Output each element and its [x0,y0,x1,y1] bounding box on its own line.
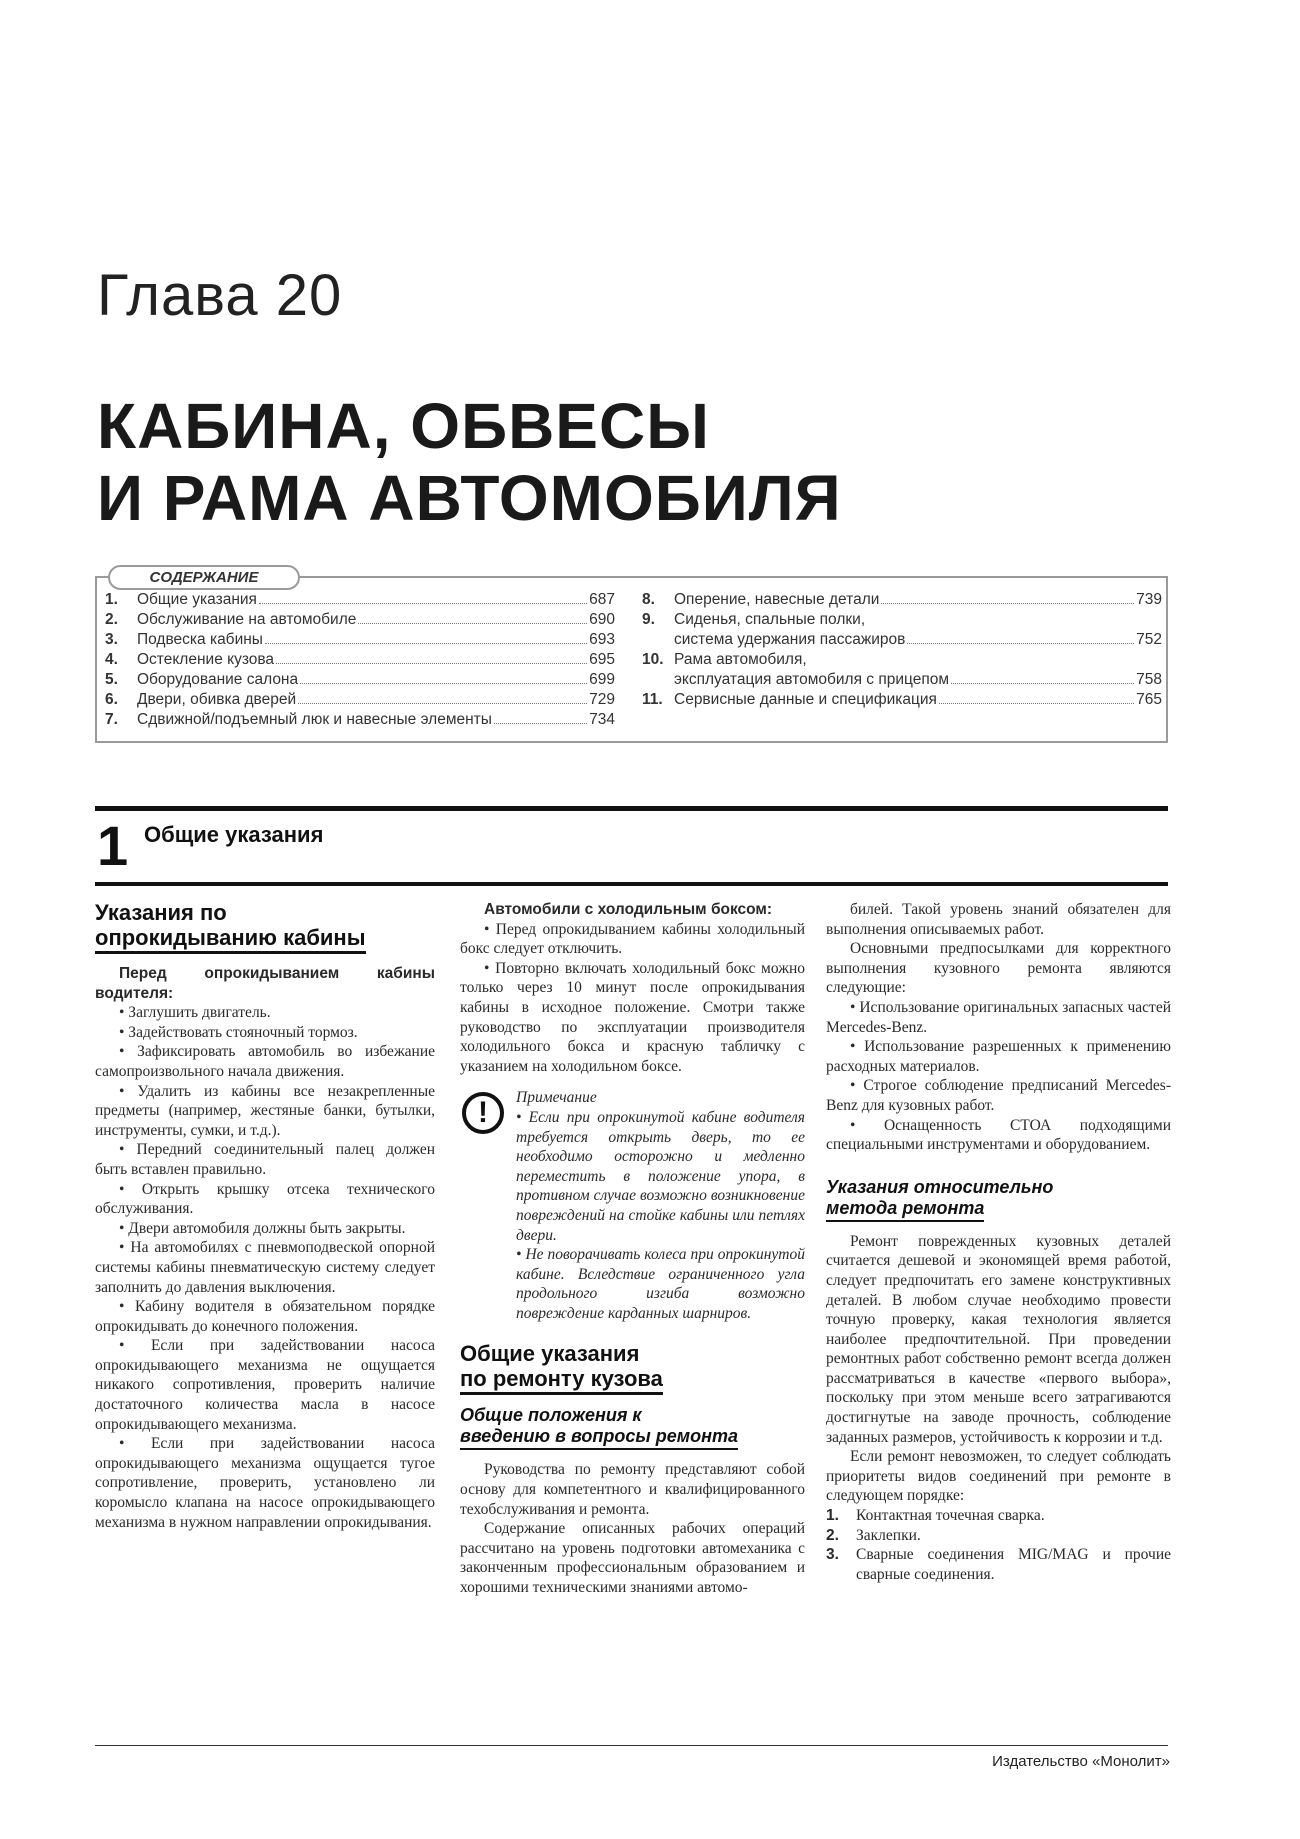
toc-item [642,650,1162,690]
toc-item [105,710,615,730]
toc-item-title: Общие указания [137,591,257,608]
list-item-number: 1. [826,1507,839,1525]
toc-right-column [642,590,1162,710]
toc-item-page: 752 [1136,631,1162,648]
paragraph: • Передний соединительный палец должен быть вставлен правильно. [95,1141,435,1178]
toc-item-body [674,650,1162,690]
toc-item [105,630,615,650]
paragraph: • Перед опрокидыванием кабины холодильный бокс следует отключить. [460,920,805,958]
paragraph: Если ремонт невозможен, то следует соблюдать приоритеты видов соединений при ремонте в следующем порядке: [826,1448,1171,1505]
toc-leader-dots [494,723,587,724]
warning-icon: ! [462,1092,504,1134]
toc-item-number: 9. [642,611,655,628]
toc-item-body [137,670,615,690]
footer-rule [95,1745,1168,1746]
toc-item-page: 693 [589,631,615,648]
toc-item-body [137,590,615,610]
heading-line: опрокидыванию кабины [95,925,366,954]
toc-item-line [137,650,615,670]
heading-line: по ремонту кузова [460,1366,663,1395]
note-title: Примечание [516,1089,597,1107]
section-number: 1 [97,814,129,877]
toc-leader-dots [951,683,1134,684]
paragraph: Основными предпосылками для корректного выполнения кузовного ремонта являются следующие: [826,940,1171,997]
toc-item-title: Оборудование салона [137,671,299,688]
toc-leader-dots [939,703,1134,704]
paragraph: билей. Такой уровень знаний обязателен для выполнения описываемых работ. [826,901,1171,938]
section-rule-bottom [95,882,1168,886]
toc-item-number: 7. [105,711,118,728]
toc-item-number: 4. [105,651,118,668]
toc-item-title: Оперение, навесные детали [674,591,880,608]
paragraph: • Удалить из кабины все незакрепленные предметы (например, жестяные банки, бутылки, инструменты, сумки, и т.д.). [95,1082,435,1139]
toc-leader-dots [881,603,1134,604]
toc-item-title: Обслуживание на автомобиле [137,611,357,628]
paragraph: • Не поворачивать колеса при опрокинутой кабине. Вследствие ограниченного угла продольного изгиба возможно повреждение карданных шарниров. [516,1246,805,1322]
list-item-text: Сварные соединения MIG/MAG и прочие сварные соединения. [856,1546,1171,1583]
toc-item [105,650,615,670]
toc-item-line [137,610,615,630]
subheading-line: Указания относительно [826,1176,1054,1197]
toc-item-number: 1. [105,591,118,608]
toc-item-line [137,690,615,710]
toc-item-number: 5. [105,671,118,688]
text-column-1 [95,900,435,1532]
toc-item [642,690,1162,710]
toc-item [105,670,615,690]
toc-item-body [137,650,615,670]
numbered-list [826,1506,1171,1584]
toc-item-line [137,630,615,650]
paragraph: • На автомобилях с пневмоподвеской опорной системы кабины пневматическую систему следует заполнить до давления выключения. [95,1239,435,1296]
toc-item-number: 3. [105,631,118,648]
toc-item [642,590,1162,610]
paragraph: • Заглушить двигатель. [119,1004,271,1022]
toc-item-page: 695 [589,651,615,668]
paragraph: • Двери автомобиля должны быть закрыты. [119,1219,406,1237]
paragraph: Содержание описанных рабочих операций рассчитано на уровень подготовки автомеханика с законченным профессиональным образованием и хорошими техническими знаниями автомо- [460,1520,805,1597]
subheading-line: введению в вопросы ремонта [460,1426,738,1450]
text-column-2 [460,900,805,1598]
toc-item-page: 765 [1136,691,1162,708]
toc-item-title: Двери, обивка дверей [137,691,297,708]
toc-item-body [137,710,615,730]
toc-item-title: система удержания пассажиров [674,631,906,648]
subheading-repair-method [826,1177,1171,1222]
heading-line: Указания по [95,900,227,925]
toc-item-body [674,610,1162,650]
toc-item [105,690,615,710]
list-item-text: Заклепки. [856,1526,921,1544]
toc-leader-dots [300,683,587,684]
paragraph: • Если при задействовании насоса опрокидывающего механизма не ощущается никакого сопротивления, проверить наличие достаточного количества масла в насосе опрокидывающего механизма. [95,1337,435,1433]
toc-item-title: эксплуатация автомобиля с прицепом [674,671,950,688]
note-paragraphs [516,1108,805,1324]
paragraph-group [460,1460,805,1597]
toc-item [642,610,1162,650]
heading-line: Общие указания [460,1341,640,1367]
toc-leader-dots [907,643,1134,644]
toc-item-line [137,590,615,610]
section-rule-top [95,806,1168,811]
paragraph: Ремонт поврежденных кузовных деталей считается дешевой и экономящей время работой, следует предпочитать его замене конструктивных деталей. В любом случае необходимо провести точную проверку, какая технология является наиболее предпочтительной. При проведении ремонтных работ собственно ремонт всегда должен рассматриваться в качестве «первого выбора», поскольку при этом меньше всего затрагиваются достигнутые на заводе прочность, соблюдение заданных размеров, устойчивость к коррозии и т.д. [826,1232,1171,1446]
paragraph: • Если при задействовании насоса опрокидывающего механизма ощущается тугое сопротивление, проверить, установлено ли коромысло клапана на насосе опрокидывающего механизма в нужном направлении опрокидывания. [95,1435,435,1531]
paragraph: • Открыть крышку отсека технического обслуживания. [95,1180,435,1218]
heading-cab-tilting [95,900,435,954]
chapter-label: Глава 20 [97,263,343,328]
toc-item-number: 10. [642,651,664,668]
paragraph: • Если при опрокинутой кабине водителя требуется открыть дверь, то ее необходимо осторожно и медленно переместить в положение упора, в противном случае возможно возникновение повреждений на стойке кабины или петлях двери. [516,1108,805,1244]
paragraph-group [460,920,805,1077]
toc-item-page: 739 [1136,591,1162,608]
toc-item-number: 11. [642,691,663,708]
toc-item-number: 6. [105,691,118,708]
toc-item-number: 8. [642,591,655,608]
paragraph-group [826,1232,1171,1506]
paragraph-group [826,900,1171,1155]
subheading-line: метода ремонта [826,1198,984,1222]
toc-leader-dots [265,643,587,644]
list-item [826,1506,1171,1526]
toc-item [105,610,615,630]
subheading-line: Общие положения к [460,1405,642,1426]
toc-heading: СОДЕРЖАНИЕ [108,565,300,590]
toc-item-page: 729 [589,691,615,708]
toc-item-body [674,690,1162,710]
toc-item-body [137,610,615,630]
paragraph: • Задействовать стояночный тормоз. [119,1023,358,1041]
paragraph: • Зафиксировать автомобиль во избежание самопроизвольного начала движения. [95,1043,435,1080]
toc-item-line [137,710,615,730]
toc-item-title: Подвеска кабины [137,631,263,648]
list-item [826,1526,1171,1546]
text-column-3 [826,900,1171,1584]
toc-item-body [137,630,615,650]
toc-leader-dots [259,603,587,604]
paragraph: Руководства по ремонту представляют собой основу для компетентного и квалифицированного техобслуживания и ремонта. [460,1461,805,1518]
toc-item-page: 699 [589,671,615,688]
subheading-repair-intro [460,1405,805,1450]
toc-item-line [674,690,1162,710]
section-title: Общие указания [144,822,324,847]
note-block [460,1088,805,1323]
paragraph: • Строгое соблюдение предписаний Mercedes-Benz для кузовных работ. [826,1077,1171,1114]
toc-item-page: 758 [1136,671,1162,688]
list-item-text: Контактная точечная сварка. [856,1507,1045,1525]
toc-item-page: 687 [589,591,615,608]
paragraph: • Кабину водителя в обязательном порядке опрокидывать до конечного положения. [95,1298,435,1335]
toc-item [105,590,615,610]
toc-left-column [105,590,615,730]
list-item-number: 2. [826,1526,839,1544]
toc-item-line: Сиденья, спальные полки, [674,611,866,628]
publisher-footer: Издательство «Монолит» [992,1753,1170,1770]
toc-item-page: 690 [589,611,615,628]
chapter-title-line: И РАМА АВТОМОБИЛЯ [97,462,842,534]
paragraph: • Повторно включать холодильный бокс можно только через 10 минут после опрокидывания кабины в исходное положение. Смотри также руководство по эксплуатации производителя холодильного бокса и красную табличку с указанием на холодильном боксе. [460,959,805,1075]
toc-item-line [137,670,615,690]
paragraph-group [95,1003,435,1532]
toc-leader-dots [298,703,587,704]
toc-item-title: Сервисные данные и спецификация [674,691,937,708]
toc-leader-dots [358,623,587,624]
toc-item-line [674,590,1162,610]
paragraph: • Использование разрешенных к применению расходных материалов. [826,1038,1171,1075]
toc-item-line [674,630,1162,650]
toc-item-title: Сдвижной/подъемный люк и навесные элементы [137,711,492,728]
toc-item-number: 2. [105,611,118,628]
lead-paragraph: Автомобили с холодильным боксом: [484,901,773,918]
toc-item-body [137,690,615,710]
toc-item-title: Остекление кузова [137,651,275,668]
list-item-number: 3. [826,1546,839,1564]
toc-item-page: 734 [589,711,615,728]
list-item [826,1545,1171,1584]
paragraph: • Использование оригинальных запасных частей Mercedes-Benz. [826,998,1171,1036]
toc-item-body [674,590,1162,610]
chapter-title [97,390,1097,534]
toc-leader-dots [276,663,587,664]
toc-item-line: Рама автомобиля, [674,651,807,668]
heading-body-repair [460,1341,805,1395]
lead-paragraph: Перед опрокидыванием кабины водителя: [95,965,435,1002]
toc-item-line [674,670,1162,690]
paragraph: • Оснащенность СТОА подходящими специальными инструментами и оборудованием. [826,1116,1171,1154]
chapter-title-line: КАБИНА, ОБВЕСЫ [97,390,710,462]
